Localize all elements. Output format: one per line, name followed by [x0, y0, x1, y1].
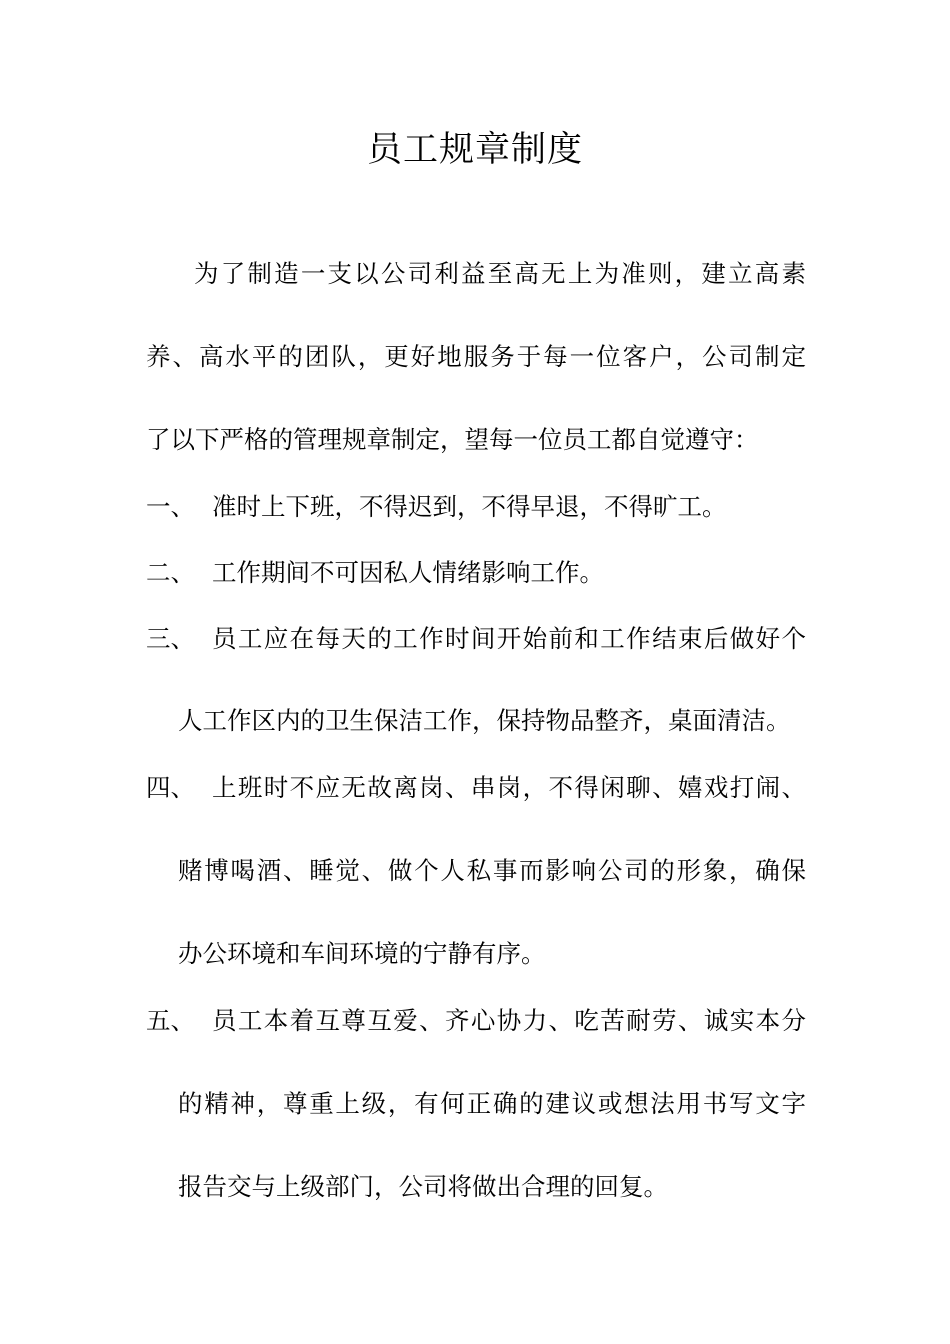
rule-5-line-3: 报告交与上级部门，公司将做出合理的回复。 [178, 1172, 668, 1201]
rule-number-4: 四、 [146, 773, 195, 802]
intro-line-2: 养、高水平的团队，更好地服务于每一位客户，公司制定 [146, 342, 806, 371]
rule-1-line-1: 准时上下班，不得迟到，不得早退，不得旷工。 [212, 492, 727, 521]
rule-number-5: 五、 [146, 1006, 195, 1035]
intro-line-3: 了以下严格的管理规章制定，望每一位员工都自觉遵守： [146, 425, 759, 454]
rule-5-line-2: 的精神，尊重上级，有何正确的建议或想法用书写文字 [178, 1089, 806, 1118]
rule-3-line-1: 员工应在每天的工作时间开始前和工作结束后做好个 [212, 624, 806, 653]
rule-number-3: 三、 [146, 624, 195, 653]
rule-3-line-2: 人工作区内的卫生保洁工作，保持物品整齐，桌面清洁。 [178, 706, 791, 735]
rule-4-line-3: 办公环境和车间环境的宁静有序。 [178, 939, 546, 968]
rule-4-line-1: 上班时不应无故离岗、串岗，不得闲聊、嬉戏打闹、 [212, 773, 806, 802]
rule-number-2: 二、 [146, 558, 195, 587]
document-title: 员工规章制度 [366, 130, 583, 170]
rule-number-1: 一、 [146, 492, 195, 521]
intro-line-1: 为了制造一支以公司利益至高无上为准则，建立高素 [194, 259, 806, 288]
rule-4-line-2: 赌博喝酒、睡觉、做个人私事而影响公司的形象，确保 [178, 856, 806, 885]
rule-5-line-1: 员工本着互尊互爱、齐心协力、吃苦耐劳、诚实本分 [212, 1006, 806, 1035]
rule-2-line-1: 工作期间不可因私人情绪影响工作。 [212, 558, 604, 587]
